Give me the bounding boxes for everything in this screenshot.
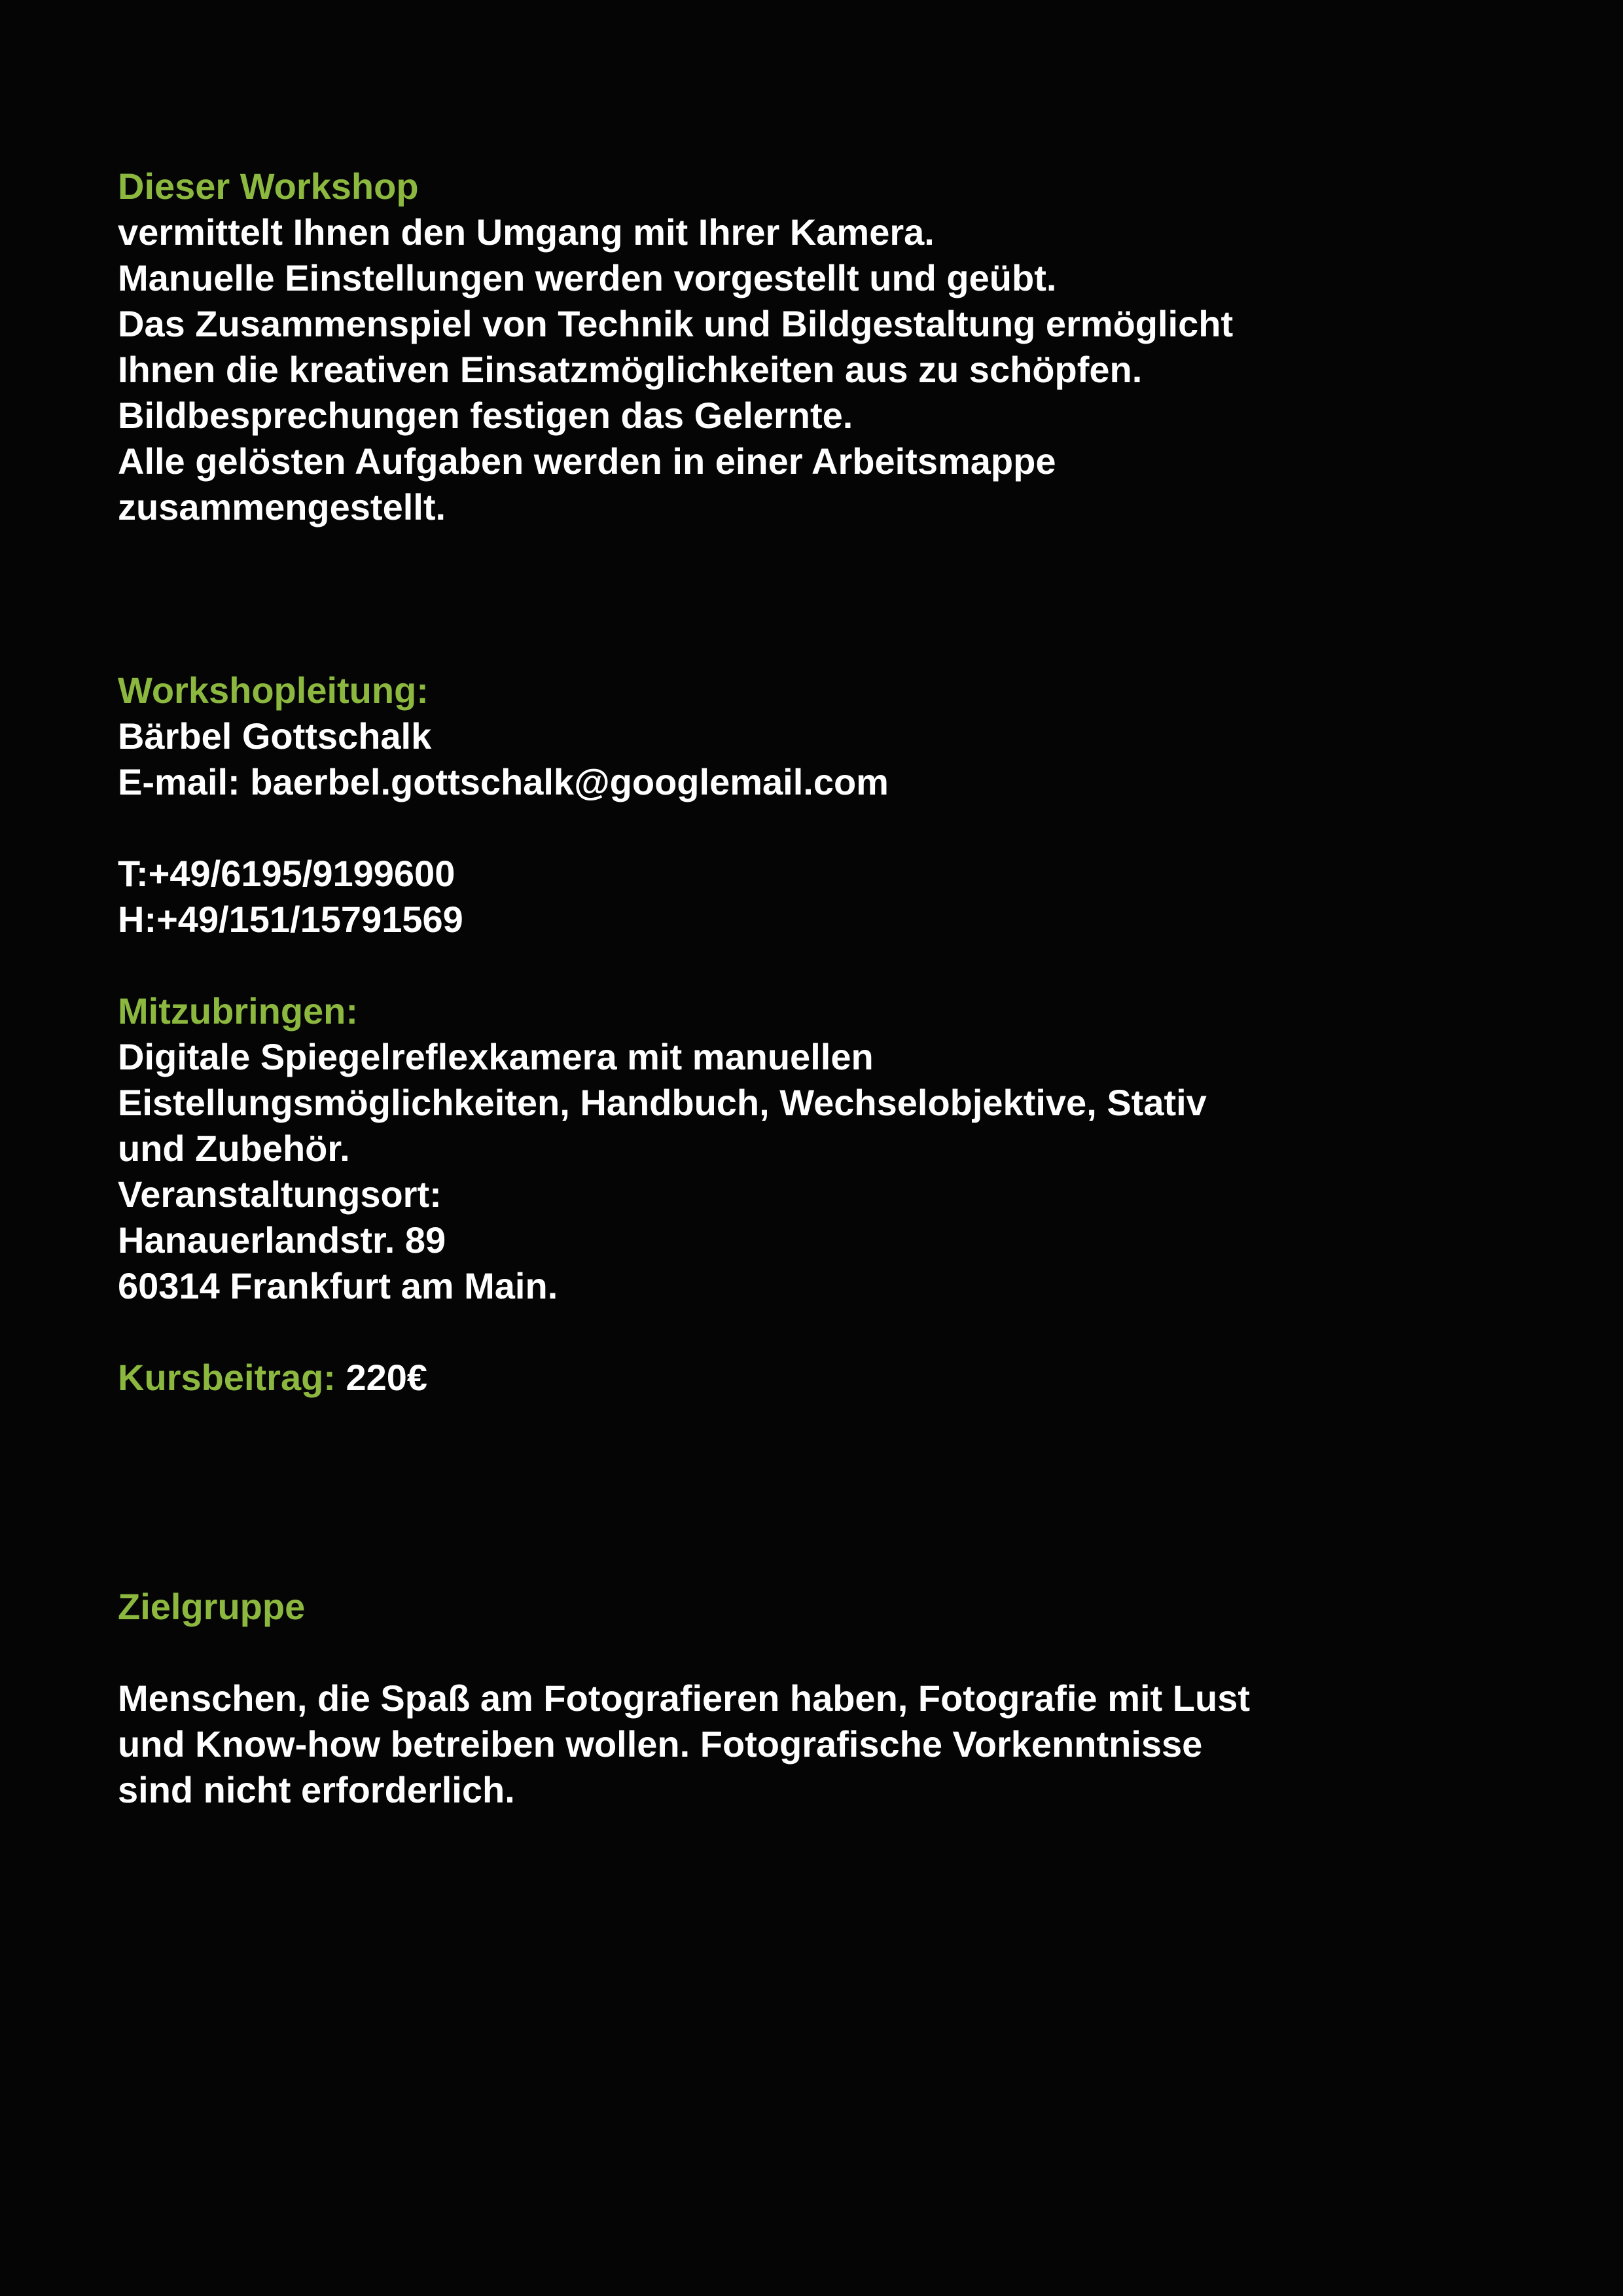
leitung-phone: T:+49/6195/9199600 — [118, 853, 455, 894]
zielgruppe-line: Menschen, die Spaß am Fotografieren haben, Fotografie mit Lust — [118, 1677, 1250, 1719]
mitbringen-heading: Mitzubringen: — [118, 990, 359, 1031]
kursbeitrag — [118, 1355, 427, 1401]
mitbringen-line: Digitale Spiegelreflexkamera mit manuellen — [118, 1036, 874, 1077]
ort-label: Veranstaltungsort: — [118, 1174, 442, 1215]
kursbeitrag-label: Kursbeitrag: — [118, 1357, 336, 1398]
intro-line: Das Zusammenspiel von Technik und Bildgestaltung ermöglicht — [118, 303, 1234, 344]
leitung-mobile: H:+49/151/15791569 — [118, 899, 463, 940]
intro-line: Manuelle Einstellungen werden vorgestellt und geübt. — [118, 257, 1057, 298]
leitung-email: E-mail: baerbel.gottschalk@googlemail.com — [118, 761, 889, 802]
zielgruppe-heading: Zielgruppe — [118, 1586, 306, 1627]
intro-heading: Dieser Workshop — [118, 166, 419, 207]
mitbringen-line: Eistellungsmöglichkeiten, Handbuch, Wechselobjektive, Stativ — [118, 1082, 1207, 1123]
intro-line: Ihnen die kreativen Einsatzmöglichkeiten aus zu schöpfen. — [118, 349, 1143, 390]
intro-line: vermittelt Ihnen den Umgang mit Ihrer Kamera. — [118, 211, 935, 253]
ort-city: 60314 Frankfurt am Main. — [118, 1265, 558, 1306]
kursbeitrag-value: 220€ — [346, 1357, 428, 1398]
intro-line: Alle gelösten Aufgaben werden in einer Arbeitsmappe — [118, 440, 1056, 482]
leitung-name: Bärbel Gottschalk — [118, 715, 432, 757]
intro-line: Bildbesprechungen festigen das Gelernte. — [118, 395, 853, 436]
zielgruppe-line: sind nicht erforderlich. — [118, 1769, 515, 1810]
intro-line: zusammengestellt. — [118, 486, 446, 528]
ort-street: Hanauerlandstr. 89 — [118, 1219, 446, 1261]
mitbringen-line: und Zubehör. — [118, 1128, 350, 1169]
leitung-heading: Workshopleitung: — [118, 670, 429, 711]
zielgruppe-line: und Know-how betreiben wollen. Fotografische Vorkenntnisse — [118, 1723, 1203, 1765]
